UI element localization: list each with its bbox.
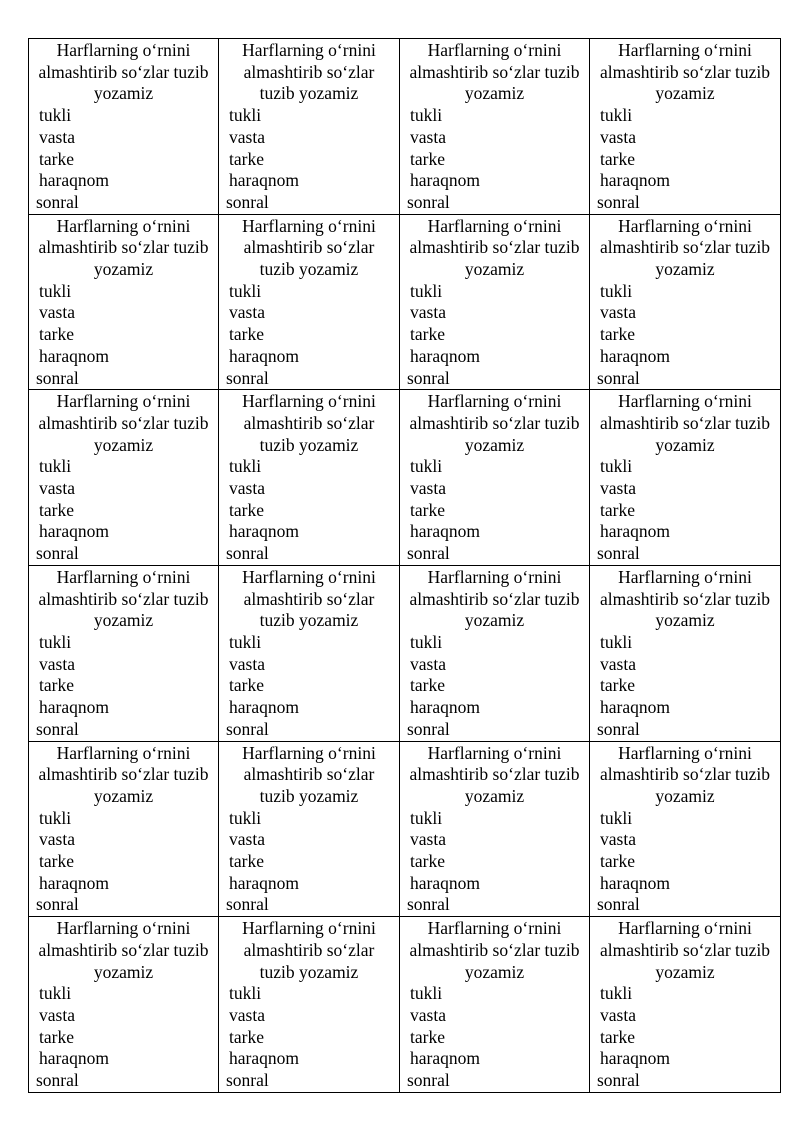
scrambled-word: vasta [229,829,265,850]
exercise-instruction: Harflarning o‘rnini almashtirib so‘zlar tuzib yozamiz [599,215,771,280]
scrambled-word: sonral [36,367,79,388]
scrambled-word: tarke [410,499,445,520]
scrambled-word: haraqnom [600,521,670,542]
exercise-cell [590,39,781,215]
exercise-cell [29,741,219,917]
scrambled-word: tukli [410,280,443,301]
scrambled-word: sonral [226,543,269,564]
exercise-cell [29,39,219,215]
exercise-instruction: Harflarning o‘rnini almashtirib so‘zlar tuzib yozamiz [599,566,771,631]
scrambled-word: vasta [39,829,75,850]
worksheet-row [29,917,781,1093]
exercise-instruction: Harflarning o‘rnini almashtirib so‘zlar tuzib yozamiz [599,742,771,806]
scrambled-word: vasta [600,829,636,850]
scrambled-word: sonral [597,367,640,388]
worksheet-table [28,38,781,1093]
exercise-cell [590,214,781,390]
exercise-instruction: Harflarning o‘rnini almashtirib so‘zlar tuzib yozamiz [38,215,209,280]
scrambled-word: haraqnom [600,697,670,718]
scrambled-word: haraqnom [39,697,109,718]
scrambled-word: tukli [600,105,633,126]
scrambled-word: sonral [597,718,640,739]
scrambled-word: tarke [39,1026,74,1047]
exercise-cell [29,917,219,1093]
exercise-cell [219,214,400,390]
scrambled-word: vasta [229,653,265,674]
exercise-cell [590,741,781,917]
exercise-instruction: Harflarning o‘rnini almashtirib so‘zlar tuzib yozamiz [242,742,376,806]
scrambled-word: haraqnom [410,170,480,191]
scrambled-word: tukli [39,105,72,126]
scrambled-word: vasta [39,478,75,499]
worksheet-row [29,741,781,917]
scrambled-word: tukli [410,631,443,652]
scrambled-word: sonral [407,543,450,564]
scrambled-word: vasta [410,829,446,850]
scrambled-word: haraqnom [229,1048,299,1069]
exercise-cell [219,565,400,741]
scrambled-word: tarke [410,675,445,696]
exercise-instruction: Harflarning o‘rnini almashtirib so‘zlar tuzib yozamiz [38,742,209,806]
scrambled-word: haraqnom [410,872,480,893]
exercise-instruction: Harflarning o‘rnini almashtirib so‘zlar tuzib yozamiz [242,918,376,982]
scrambled-word: haraqnom [229,521,299,542]
scrambled-word: tukli [600,983,633,1004]
scrambled-word: sonral [597,191,640,212]
scrambled-word: tarke [229,148,264,169]
scrambled-word: tukli [600,456,633,477]
scrambled-word: haraqnom [229,872,299,893]
exercise-instruction: Harflarning o‘rnini almashtirib so‘zlar tuzib yozamiz [38,918,209,982]
scrambled-word: sonral [36,543,79,564]
exercise-instruction: Harflarning o‘rnini almashtirib so‘zlar tuzib yozamiz [409,742,580,806]
exercise-cell [29,565,219,741]
scrambled-word: vasta [600,1004,636,1025]
scrambled-word: tukli [600,807,633,828]
scrambled-word: haraqnom [410,345,480,366]
scrambled-word: vasta [229,302,265,323]
scrambled-word: vasta [229,478,265,499]
exercise-cell [400,917,590,1093]
scrambled-word: tukli [600,280,633,301]
exercise-instruction: Harflarning o‘rnini almashtirib so‘zlar tuzib yozamiz [599,40,771,104]
scrambled-word: sonral [597,894,640,915]
scrambled-word: vasta [229,1004,265,1025]
scrambled-word: haraqnom [39,1048,109,1069]
scrambled-word: tarke [229,1026,264,1047]
scrambled-word: vasta [410,1004,446,1025]
scrambled-word: tarke [410,851,445,872]
scrambled-word: haraqnom [229,697,299,718]
scrambled-word: tukli [39,807,72,828]
scrambled-word: tukli [410,456,443,477]
worksheet-row [29,390,781,566]
scrambled-word: vasta [39,302,75,323]
scrambled-word: tukli [229,280,262,301]
exercise-instruction: Harflarning o‘rnini almashtirib so‘zlar tuzib yozamiz [242,40,376,104]
scrambled-word: tukli [39,280,72,301]
scrambled-word: tarke [410,324,445,345]
scrambled-word: haraqnom [600,872,670,893]
scrambled-word: tukli [410,807,443,828]
exercise-instruction: Harflarning o‘rnini almashtirib so‘zlar tuzib yozamiz [409,40,580,104]
scrambled-word: sonral [407,1070,450,1091]
scrambled-word: sonral [226,1070,269,1091]
scrambled-word: tukli [39,631,72,652]
scrambled-word: tarke [600,1026,635,1047]
scrambled-word: tarke [600,851,635,872]
scrambled-word: haraqnom [410,521,480,542]
scrambled-word: tarke [600,324,635,345]
scrambled-word: tarke [229,851,264,872]
scrambled-word: vasta [39,1004,75,1025]
scrambled-word: sonral [226,894,269,915]
scrambled-word: haraqnom [410,697,480,718]
exercise-cell [400,565,590,741]
scrambled-word: tarke [39,851,74,872]
scrambled-word: tukli [410,105,443,126]
scrambled-word: tarke [600,675,635,696]
exercise-cell [400,741,590,917]
scrambled-word: sonral [407,718,450,739]
exercise-instruction: Harflarning o‘rnini almashtirib so‘zlar tuzib yozamiz [242,566,376,631]
exercise-instruction: Harflarning o‘rnini almashtirib so‘zlar tuzib yozamiz [599,918,771,982]
exercise-instruction: Harflarning o‘rnini almashtirib so‘zlar tuzib yozamiz [409,918,580,982]
exercise-cell [590,565,781,741]
scrambled-word: tarke [229,324,264,345]
worksheet-row [29,214,781,390]
worksheet-table-body [29,39,781,1093]
scrambled-word: vasta [229,126,265,147]
scrambled-word: sonral [597,1070,640,1091]
scrambled-word: tarke [39,324,74,345]
scrambled-word: sonral [597,543,640,564]
worksheet-page [28,38,780,1091]
scrambled-word: vasta [410,126,446,147]
exercise-cell [400,390,590,566]
scrambled-word: sonral [407,894,450,915]
exercise-instruction: Harflarning o‘rnini almashtirib so‘zlar tuzib yozamiz [38,391,209,455]
worksheet-row [29,39,781,215]
exercise-cell [400,39,590,215]
scrambled-word: sonral [226,367,269,388]
scrambled-word: tarke [600,148,635,169]
scrambled-word: vasta [410,302,446,323]
scrambled-word: haraqnom [410,1048,480,1069]
exercise-instruction: Harflarning o‘rnini almashtirib so‘zlar tuzib yozamiz [599,391,771,455]
worksheet-row [29,565,781,741]
exercise-cell [590,390,781,566]
scrambled-word: tukli [410,983,443,1004]
scrambled-word: tukli [229,105,262,126]
exercise-cell [29,390,219,566]
scrambled-word: sonral [226,718,269,739]
exercise-instruction: Harflarning o‘rnini almashtirib so‘zlar tuzib yozamiz [242,391,376,455]
scrambled-word: tukli [229,807,262,828]
exercise-instruction: Harflarning o‘rnini almashtirib so‘zlar tuzib yozamiz [409,215,580,280]
scrambled-word: haraqnom [39,521,109,542]
scrambled-word: tukli [229,456,262,477]
scrambled-word: haraqnom [600,1048,670,1069]
exercise-cell [29,214,219,390]
scrambled-word: tarke [410,148,445,169]
scrambled-word: haraqnom [229,345,299,366]
exercise-cell [219,39,400,215]
exercise-cell [219,917,400,1093]
scrambled-word: vasta [600,478,636,499]
scrambled-word: haraqnom [600,170,670,191]
scrambled-word: vasta [600,126,636,147]
scrambled-word: vasta [600,653,636,674]
scrambled-word: sonral [36,718,79,739]
scrambled-word: vasta [410,478,446,499]
scrambled-word: sonral [407,367,450,388]
exercise-cell [219,741,400,917]
exercise-instruction: Harflarning o‘rnini almashtirib so‘zlar tuzib yozamiz [409,391,580,455]
exercise-instruction: Harflarning o‘rnini almashtirib so‘zlar tuzib yozamiz [38,566,209,631]
scrambled-word: haraqnom [39,872,109,893]
scrambled-word: sonral [36,191,79,212]
scrambled-word: sonral [226,191,269,212]
scrambled-word: tarke [410,1026,445,1047]
scrambled-word: vasta [410,653,446,674]
scrambled-word: tukli [600,631,633,652]
exercise-cell [590,917,781,1093]
scrambled-word: vasta [600,302,636,323]
scrambled-word: tarke [229,675,264,696]
exercise-cell [400,214,590,390]
scrambled-word: sonral [36,894,79,915]
scrambled-word: vasta [39,126,75,147]
scrambled-word: vasta [39,653,75,674]
scrambled-word: tarke [39,499,74,520]
scrambled-word: tukli [229,631,262,652]
exercise-cell [219,390,400,566]
scrambled-word: tarke [600,499,635,520]
scrambled-word: tarke [39,675,74,696]
scrambled-word: sonral [407,191,450,212]
scrambled-word: sonral [36,1070,79,1091]
exercise-instruction: Harflarning o‘rnini almashtirib so‘zlar tuzib yozamiz [38,40,209,104]
scrambled-word: tukli [229,983,262,1004]
scrambled-word: haraqnom [39,170,109,191]
exercise-instruction: Harflarning o‘rnini almashtirib so‘zlar tuzib yozamiz [242,215,376,280]
scrambled-word: tarke [229,499,264,520]
scrambled-word: tukli [39,456,72,477]
scrambled-word: tukli [39,983,72,1004]
scrambled-word: haraqnom [600,345,670,366]
scrambled-word: haraqnom [39,345,109,366]
scrambled-word: tarke [39,148,74,169]
scrambled-word: haraqnom [229,170,299,191]
exercise-instruction: Harflarning o‘rnini almashtirib so‘zlar tuzib yozamiz [409,566,580,631]
